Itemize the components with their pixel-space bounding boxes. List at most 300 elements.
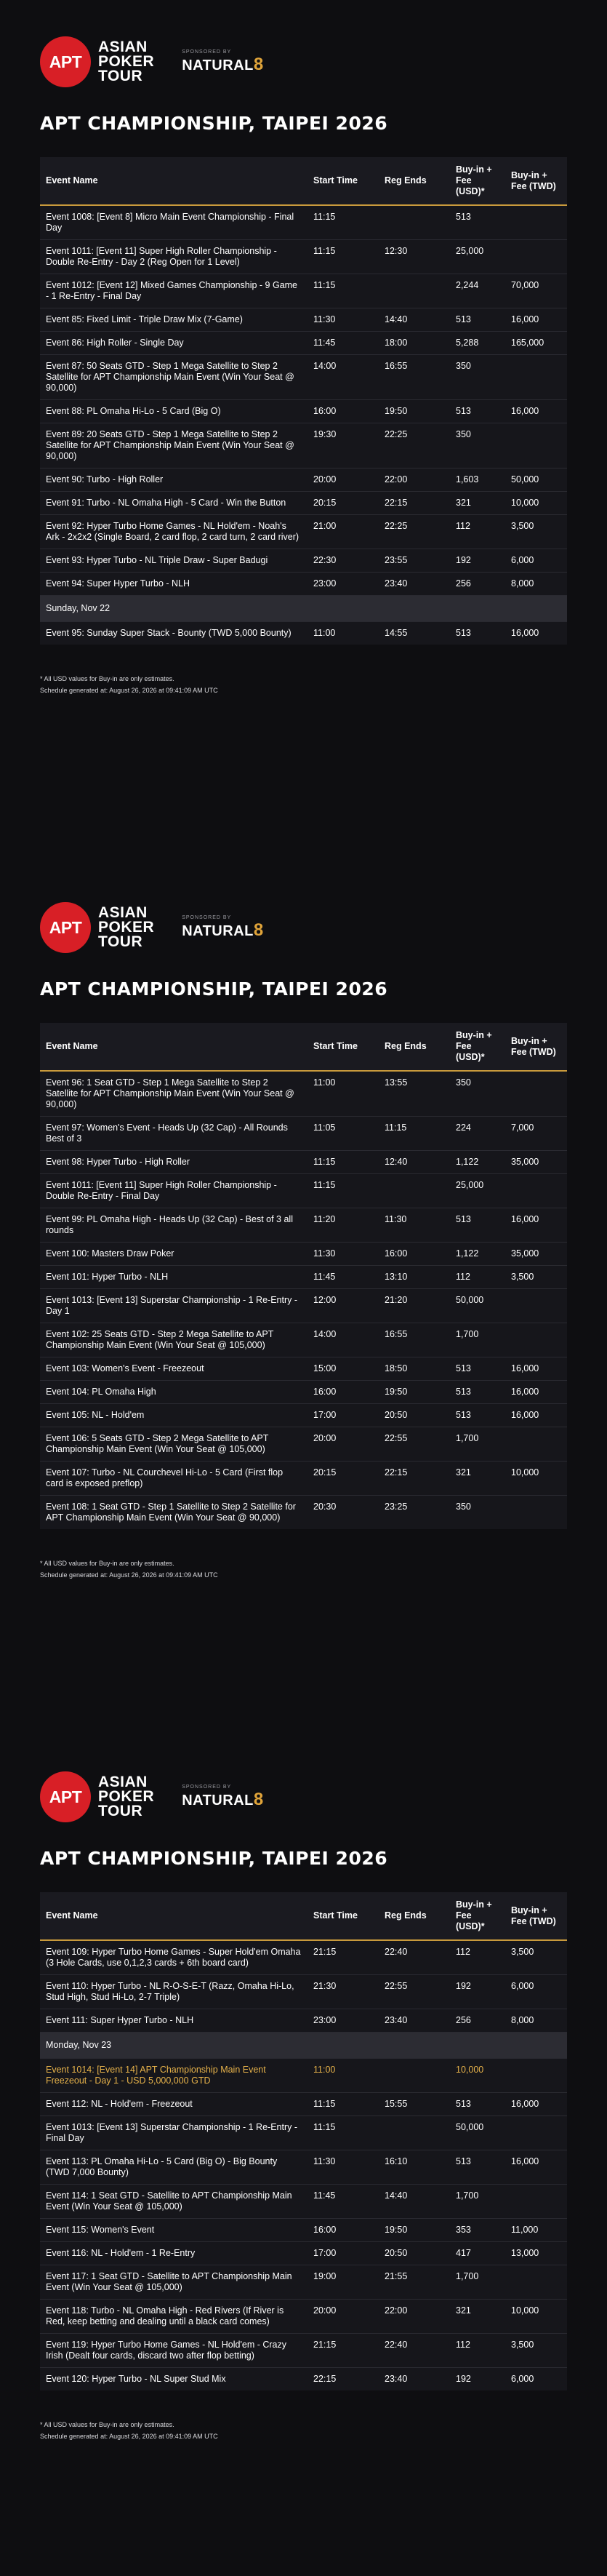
buyin-twd-cell (505, 1427, 567, 1462)
event-name-cell: Event 1012: [Event 12] Mixed Games Championship - 9 Game - 1 Re-Entry - Final Day (40, 274, 307, 308)
reg-ends-cell: 22:15 (379, 492, 450, 515)
buyin-usd-cell: 112 (450, 2334, 505, 2368)
event-name-cell: Event 1008: [Event 8] Micro Main Event Championship - Final Day (40, 205, 307, 240)
sponsor-name-suffix: 8 (253, 1789, 264, 1809)
table-row (40, 2116, 567, 2150)
table-row (40, 205, 567, 240)
buyin-twd-cell (505, 355, 567, 400)
reg-ends-cell: 13:10 (379, 1266, 450, 1289)
reg-ends-cell: 22:15 (379, 1462, 450, 1496)
buyin-usd-cell: 321 (450, 492, 505, 515)
buyin-twd-cell: 3,500 (505, 1266, 567, 1289)
start-time-cell: 23:00 (307, 573, 379, 596)
buyin-usd-cell: 1,122 (450, 1243, 505, 1266)
buyin-usd-cell: 1,700 (450, 2265, 505, 2300)
sponsor-logo (182, 49, 264, 75)
buyin-twd-cell: 70,000 (505, 274, 567, 308)
event-name-cell: Event 93: Hyper Turbo - NL Triple Draw - Super Badugi (40, 549, 307, 573)
table-row (40, 1151, 567, 1174)
table-row (40, 515, 567, 549)
day-separator-row (40, 2033, 567, 2059)
sponsor-name-text: NATURAL (182, 1792, 254, 1809)
event-name-cell: Event 91: Turbo - NL Omaha High - 5 Card - Win the Button (40, 492, 307, 515)
event-name-cell: Event 116: NL - Hold'em - 1 Re-Entry (40, 2242, 307, 2265)
buyin-twd-cell: 6,000 (505, 1975, 567, 2009)
buyin-twd-cell (505, 1289, 567, 1323)
table-row (40, 1243, 567, 1266)
apt-name-line: ASIAN (98, 1774, 148, 1790)
event-name-cell: Event 104: PL Omaha High (40, 1381, 307, 1404)
reg-ends-cell: 22:00 (379, 468, 450, 492)
reg-ends-cell: 16:55 (379, 1323, 450, 1357)
table-row (40, 1266, 567, 1289)
reg-ends-cell (379, 205, 450, 240)
buyin-twd-cell: 16,000 (505, 1404, 567, 1427)
buyin-usd-cell: 1,700 (450, 2185, 505, 2219)
generated-timestamp: Schedule generated at: August 26, 2026 at 09:41:09 AM UTC (40, 687, 218, 694)
buyin-usd-cell: 513 (450, 1357, 505, 1381)
buyin-twd-cell (505, 2116, 567, 2150)
event-name-cell: Event 85: Fixed Limit - Triple Draw Mix (7-Game) (40, 308, 307, 332)
footnote: * All USD values for Buy-in are only estimates. (40, 2421, 174, 2428)
reg-ends-cell: 19:50 (379, 2219, 450, 2242)
schedule-page (0, 869, 607, 1739)
apt-logo-text: APT (49, 917, 82, 937)
buyin-usd-cell: 350 (450, 355, 505, 400)
day-label: Sunday, Nov 22 (40, 596, 567, 622)
buyin-usd-cell: 224 (450, 1117, 505, 1151)
table-row (40, 549, 567, 573)
table-row (40, 2242, 567, 2265)
buyin-usd-cell: 112 (450, 1940, 505, 1975)
reg-ends-cell: 11:30 (379, 1208, 450, 1243)
start-time-cell: 11:15 (307, 1174, 379, 1208)
column-header: Start Time (307, 1023, 379, 1071)
reg-ends-cell: 16:00 (379, 1243, 450, 1266)
table-row (40, 1496, 567, 1530)
event-name-cell: Event 100: Masters Draw Poker (40, 1243, 307, 1266)
apt-name-line: POKER (98, 919, 155, 936)
buyin-twd-cell (505, 240, 567, 274)
table-row (40, 308, 567, 332)
start-time-cell: 11:00 (307, 1071, 379, 1117)
generated-timestamp: Schedule generated at: August 26, 2026 at 09:41:09 AM UTC (40, 1571, 218, 1579)
day-separator-row (40, 596, 567, 622)
reg-ends-cell (379, 2059, 450, 2093)
buyin-usd-cell: 25,000 (450, 240, 505, 274)
buyin-usd-cell: 192 (450, 2368, 505, 2391)
table-header-row (40, 1892, 567, 1940)
start-time-cell: 11:15 (307, 240, 379, 274)
buyin-twd-cell (505, 2059, 567, 2093)
buyin-twd-cell: 6,000 (505, 549, 567, 573)
buyin-twd-cell: 16,000 (505, 308, 567, 332)
start-time-cell: 11:05 (307, 1117, 379, 1151)
schedule-page (0, 0, 607, 869)
reg-ends-cell: 23:25 (379, 1496, 450, 1530)
table-row (40, 2009, 567, 2033)
start-time-cell: 15:00 (307, 1357, 379, 1381)
event-name-cell: Event 1011: [Event 11] Super High Roller Championship - Double Re-Entry - Final Day (40, 1174, 307, 1208)
schedule-table (40, 1023, 567, 1529)
event-name-cell: Event 90: Turbo - High Roller (40, 468, 307, 492)
column-header: Buy-in + Fee (TWD) (505, 1892, 567, 1940)
start-time-cell: 14:00 (307, 1323, 379, 1357)
buyin-usd-cell: 256 (450, 2009, 505, 2033)
buyin-usd-cell: 513 (450, 1208, 505, 1243)
start-time-cell: 16:00 (307, 2219, 379, 2242)
start-time-cell: 11:30 (307, 1243, 379, 1266)
table-row (40, 2093, 567, 2116)
table-row (40, 423, 567, 468)
apt-logo (40, 36, 91, 87)
event-name-cell: Event 1013: [Event 13] Superstar Championship - 1 Re-Entry - Day 1 (40, 1289, 307, 1323)
buyin-usd-cell: 5,288 (450, 332, 505, 355)
column-header: Reg Ends (379, 1892, 450, 1940)
buyin-twd-cell: 10,000 (505, 2300, 567, 2334)
buyin-twd-cell: 35,000 (505, 1151, 567, 1174)
brand-header (40, 33, 567, 91)
event-name-cell: Event 110: Hyper Turbo - NL R-O-S-E-T (Razz, Omaha Hi-Lo, Stud High, Stud Hi-Lo, 2-7 Triple) (40, 1975, 307, 2009)
page-title: APT CHAMPIONSHIP, TAIPEI 2026 (40, 1848, 388, 1869)
event-name-cell: Event 109: Hyper Turbo Home Games - Super Hold'em Omaha (3 Hole Cards, use 0,1,2,3 cards + 6th board card) (40, 1940, 307, 1975)
buyin-twd-cell: 16,000 (505, 622, 567, 645)
buyin-twd-cell (505, 1174, 567, 1208)
reg-ends-cell: 21:55 (379, 2265, 450, 2300)
start-time-cell: 12:00 (307, 1289, 379, 1323)
reg-ends-cell (379, 1174, 450, 1208)
buyin-twd-cell (505, 1323, 567, 1357)
buyin-usd-cell: 192 (450, 549, 505, 573)
brand-header (40, 898, 567, 957)
buyin-usd-cell: 353 (450, 2219, 505, 2242)
sponsor-name-text: NATURAL (182, 57, 254, 73)
table-row (40, 2334, 567, 2368)
event-name-cell: Event 98: Hyper Turbo - High Roller (40, 1151, 307, 1174)
column-header: Event Name (40, 1023, 307, 1071)
event-name-cell: Event 102: 25 Seats GTD - Step 2 Mega Satellite to APT Championship Main Event (Win Your Seat @ 105,000) (40, 1323, 307, 1357)
buyin-twd-cell: 7,000 (505, 1117, 567, 1151)
start-time-cell: 20:15 (307, 492, 379, 515)
start-time-cell: 11:20 (307, 1208, 379, 1243)
start-time-cell: 22:30 (307, 549, 379, 573)
event-name-cell: Event 95: Sunday Super Stack - Bounty (TWD 5,000 Bounty) (40, 622, 307, 645)
buyin-twd-cell: 16,000 (505, 400, 567, 423)
buyin-twd-cell: 13,000 (505, 2242, 567, 2265)
buyin-usd-cell: 2,244 (450, 274, 505, 308)
sponsor-name-text: NATURAL (182, 922, 254, 939)
column-header: Buy-in + Fee (TWD) (505, 1023, 567, 1071)
event-name-cell: Event 105: NL - Hold'em (40, 1404, 307, 1427)
buyin-usd-cell: 25,000 (450, 1174, 505, 1208)
start-time-cell: 19:30 (307, 423, 379, 468)
table-row (40, 2059, 567, 2093)
reg-ends-cell: 13:55 (379, 1071, 450, 1117)
buyin-usd-cell: 513 (450, 400, 505, 423)
event-name-cell: Event 115: Women's Event (40, 2219, 307, 2242)
reg-ends-cell: 22:40 (379, 1940, 450, 1975)
event-name-cell: Event 107: Turbo - NL Courchevel Hi-Lo - 5 Card (First flop card is exposed preflop) (40, 1462, 307, 1496)
buyin-usd-cell: 417 (450, 2242, 505, 2265)
apt-name-line: POKER (98, 53, 155, 70)
buyin-twd-cell (505, 2265, 567, 2300)
table-row (40, 2265, 567, 2300)
table-row (40, 1208, 567, 1243)
buyin-usd-cell: 10,000 (450, 2059, 505, 2093)
reg-ends-cell: 22:25 (379, 515, 450, 549)
buyin-usd-cell: 112 (450, 515, 505, 549)
reg-ends-cell: 18:50 (379, 1357, 450, 1381)
event-name-cell: Event 88: PL Omaha Hi-Lo - 5 Card (Big O) (40, 400, 307, 423)
event-name-cell: Event 113: PL Omaha Hi-Lo - 5 Card (Big O) - Big Bounty (TWD 7,000 Bounty) (40, 2150, 307, 2185)
table-row (40, 1381, 567, 1404)
buyin-usd-cell: 112 (450, 1266, 505, 1289)
event-name-cell: Event 96: 1 Seat GTD - Step 1 Mega Satellite to Step 2 Satellite for APT Championship Main Event (Win Your Seat @ 90,000) (40, 1071, 307, 1117)
event-name-cell: Event 103: Women's Event - Freezeout (40, 1357, 307, 1381)
buyin-twd-cell (505, 423, 567, 468)
buyin-usd-cell: 1,603 (450, 468, 505, 492)
schedule-table (40, 157, 567, 645)
start-time-cell: 21:30 (307, 1975, 379, 2009)
table-row (40, 1462, 567, 1496)
apt-name-line: ASIAN (98, 39, 148, 55)
buyin-usd-cell: 321 (450, 1462, 505, 1496)
buyin-twd-cell: 16,000 (505, 1208, 567, 1243)
reg-ends-cell: 21:20 (379, 1289, 450, 1323)
event-name-cell: Event 99: PL Omaha High - Heads Up (32 Cap) - Best of 3 all rounds (40, 1208, 307, 1243)
reg-ends-cell: 14:40 (379, 2185, 450, 2219)
buyin-twd-cell: 3,500 (505, 515, 567, 549)
apt-logo-text: APT (49, 1787, 82, 1806)
buyin-usd-cell: 1,122 (450, 1151, 505, 1174)
day-label: Monday, Nov 23 (40, 2033, 567, 2059)
reg-ends-cell: 20:50 (379, 1404, 450, 1427)
event-name-cell: Event 106: 5 Seats GTD - Step 2 Mega Satellite to APT Championship Main Event (Win Your Seat @ 105,000) (40, 1427, 307, 1462)
table-row (40, 1071, 567, 1117)
start-time-cell: 14:00 (307, 355, 379, 400)
schedule-table (40, 1892, 567, 2390)
reg-ends-cell: 22:25 (379, 423, 450, 468)
event-name-cell: Event 108: 1 Seat GTD - Step 1 Satellite to Step 2 Satellite for APT Championship Main Event (Win Your Seat @ 90,000) (40, 1496, 307, 1530)
buyin-twd-cell (505, 1071, 567, 1117)
column-header: Buy-in + Fee (USD)* (450, 1023, 505, 1071)
buyin-twd-cell: 16,000 (505, 1357, 567, 1381)
table-row (40, 2300, 567, 2334)
reg-ends-cell: 22:00 (379, 2300, 450, 2334)
apt-name (98, 40, 154, 84)
table-row (40, 468, 567, 492)
buyin-usd-cell: 1,700 (450, 1323, 505, 1357)
footnote: * All USD values for Buy-in are only estimates. (40, 675, 174, 682)
buyin-twd-cell: 165,000 (505, 332, 567, 355)
table-header-row (40, 1023, 567, 1071)
buyin-twd-cell: 3,500 (505, 2334, 567, 2368)
event-name-cell: Event 117: 1 Seat GTD - Satellite to APT Championship Main Event (Win Your Seat @ 105,000) (40, 2265, 307, 2300)
buyin-usd-cell: 513 (450, 2150, 505, 2185)
sponsor-by: SPONSORED BY (182, 1784, 232, 1790)
sponsor-by: SPONSORED BY (182, 49, 232, 55)
start-time-cell: 19:00 (307, 2265, 379, 2300)
start-time-cell: 21:00 (307, 515, 379, 549)
table-row (40, 1323, 567, 1357)
buyin-twd-cell: 10,000 (505, 492, 567, 515)
reg-ends-cell: 12:40 (379, 1151, 450, 1174)
buyin-usd-cell: 1,700 (450, 1427, 505, 1462)
table-row (40, 332, 567, 355)
start-time-cell: 11:45 (307, 1266, 379, 1289)
buyin-usd-cell: 513 (450, 1381, 505, 1404)
buyin-twd-cell (505, 1496, 567, 1530)
apt-name-line: TOUR (98, 68, 143, 84)
buyin-twd-cell: 16,000 (505, 2093, 567, 2116)
buyin-twd-cell: 11,000 (505, 2219, 567, 2242)
table-header-row (40, 157, 567, 205)
start-time-cell: 23:00 (307, 2009, 379, 2033)
event-name-cell: Event 119: Hyper Turbo Home Games - NL Hold'em - Crazy Irish (Dealt four cards, discard two after flop betting) (40, 2334, 307, 2368)
table-row (40, 2368, 567, 2391)
event-name-cell: Event 89: 20 Seats GTD - Step 1 Mega Satellite to Step 2 Satellite for APT Championship Main Event (Win Your Seat @ 90,000) (40, 423, 307, 468)
start-time-cell: 11:30 (307, 2150, 379, 2185)
buyin-twd-cell: 50,000 (505, 468, 567, 492)
table-row (40, 1117, 567, 1151)
column-header: Event Name (40, 157, 307, 205)
sponsor-name (182, 920, 264, 941)
buyin-twd-cell (505, 205, 567, 240)
start-time-cell: 11:15 (307, 274, 379, 308)
table-row (40, 355, 567, 400)
footnote: * All USD values for Buy-in are only estimates. (40, 1560, 174, 1567)
reg-ends-cell: 19:50 (379, 1381, 450, 1404)
apt-name (98, 1775, 154, 1819)
apt-name-line: TOUR (98, 933, 143, 950)
buyin-twd-cell (505, 2185, 567, 2219)
buyin-twd-cell: 10,000 (505, 1462, 567, 1496)
reg-ends-cell: 16:10 (379, 2150, 450, 2185)
start-time-cell: 17:00 (307, 1404, 379, 1427)
event-name-cell: Event 120: Hyper Turbo - NL Super Stud Mix (40, 2368, 307, 2391)
event-name-cell: Event 1013: [Event 13] Superstar Championship - 1 Re-Entry - Final Day (40, 2116, 307, 2150)
table-row (40, 1289, 567, 1323)
buyin-usd-cell: 192 (450, 1975, 505, 2009)
start-time-cell: 20:00 (307, 2300, 379, 2334)
reg-ends-cell: 12:30 (379, 240, 450, 274)
column-header: Buy-in + Fee (TWD) (505, 157, 567, 205)
reg-ends-cell: 23:40 (379, 573, 450, 596)
event-name-cell: Event 86: High Roller - Single Day (40, 332, 307, 355)
sponsor-logo (182, 915, 264, 941)
schedule-page (0, 1739, 607, 2576)
start-time-cell: 11:15 (307, 2116, 379, 2150)
reg-ends-cell: 11:15 (379, 1117, 450, 1151)
start-time-cell: 20:00 (307, 1427, 379, 1462)
page-title: APT CHAMPIONSHIP, TAIPEI 2026 (40, 113, 388, 134)
start-time-cell: 11:15 (307, 205, 379, 240)
apt-name-line: TOUR (98, 1803, 143, 1819)
event-name-cell: Event 87: 50 Seats GTD - Step 1 Mega Satellite to Step 2 Satellite for APT Championship Main Event (Win Your Seat @ 90,000) (40, 355, 307, 400)
buyin-twd-cell: 3,500 (505, 1940, 567, 1975)
table-row (40, 400, 567, 423)
reg-ends-cell: 14:55 (379, 622, 450, 645)
buyin-usd-cell: 350 (450, 1496, 505, 1530)
buyin-usd-cell: 513 (450, 622, 505, 645)
buyin-usd-cell: 256 (450, 573, 505, 596)
buyin-usd-cell: 513 (450, 1404, 505, 1427)
reg-ends-cell: 20:50 (379, 2242, 450, 2265)
start-time-cell: 20:30 (307, 1496, 379, 1530)
table-row (40, 1940, 567, 1975)
event-name-cell: Event 92: Hyper Turbo Home Games - NL Hold'em - Noah's Ark - 2x2x2 (Single Board, 2 card flop, 2 card turn, 2 card river) (40, 515, 307, 549)
buyin-twd-cell: 35,000 (505, 1243, 567, 1266)
event-name-cell: Event 97: Women's Event - Heads Up (32 Cap) - All Rounds Best of 3 (40, 1117, 307, 1151)
column-header: Start Time (307, 1892, 379, 1940)
apt-name (98, 906, 154, 949)
table-row (40, 2219, 567, 2242)
buyin-usd-cell: 513 (450, 2093, 505, 2116)
buyin-usd-cell: 50,000 (450, 2116, 505, 2150)
sponsor-name-suffix: 8 (253, 920, 264, 940)
apt-logo-text: APT (49, 52, 82, 71)
sponsor-logo (182, 1785, 264, 1810)
event-name-cell: Event 118: Turbo - NL Omaha High - Red Rivers (If River is Red, keep betting and dealing until a black card comes) (40, 2300, 307, 2334)
apt-logo (40, 902, 91, 953)
table-row (40, 1404, 567, 1427)
column-header: Reg Ends (379, 157, 450, 205)
table-row (40, 1174, 567, 1208)
table-row (40, 240, 567, 274)
event-name-cell: Event 114: 1 Seat GTD - Satellite to APT Championship Main Event (Win Your Seat @ 105,000) (40, 2185, 307, 2219)
reg-ends-cell: 18:00 (379, 332, 450, 355)
sponsor-name (182, 1790, 264, 1810)
column-header: Buy-in + Fee (USD)* (450, 1892, 505, 1940)
event-name-cell: Event 1014: [Event 14] APT Championship Main Event Freezeout - Day 1 - USD 5,000,000 GTD (40, 2059, 307, 2093)
sponsor-name-suffix: 8 (253, 54, 264, 74)
start-time-cell: 16:00 (307, 1381, 379, 1404)
sponsor-by: SPONSORED BY (182, 914, 232, 920)
buyin-usd-cell: 50,000 (450, 1289, 505, 1323)
event-name-cell: Event 94: Super Hyper Turbo - NLH (40, 573, 307, 596)
table-row (40, 274, 567, 308)
table-row (40, 492, 567, 515)
column-header: Start Time (307, 157, 379, 205)
start-time-cell: 22:15 (307, 2368, 379, 2391)
start-time-cell: 11:00 (307, 622, 379, 645)
start-time-cell: 11:45 (307, 2185, 379, 2219)
event-name-cell: Event 101: Hyper Turbo - NLH (40, 1266, 307, 1289)
reg-ends-cell: 23:55 (379, 549, 450, 573)
reg-ends-cell (379, 2116, 450, 2150)
reg-ends-cell: 19:50 (379, 400, 450, 423)
buyin-twd-cell: 8,000 (505, 2009, 567, 2033)
reg-ends-cell: 22:55 (379, 1975, 450, 2009)
apt-logo (40, 1771, 91, 1822)
reg-ends-cell: 23:40 (379, 2368, 450, 2391)
start-time-cell: 16:00 (307, 400, 379, 423)
start-time-cell: 17:00 (307, 2242, 379, 2265)
table-row (40, 2150, 567, 2185)
start-time-cell: 11:30 (307, 308, 379, 332)
page-title: APT CHAMPIONSHIP, TAIPEI 2026 (40, 978, 388, 1000)
reg-ends-cell: 22:40 (379, 2334, 450, 2368)
reg-ends-cell: 14:40 (379, 308, 450, 332)
table-row (40, 1357, 567, 1381)
event-name-cell: Event 1011: [Event 11] Super High Roller Championship - Double Re-Entry - Day 2 (Reg Open for 1 Level) (40, 240, 307, 274)
buyin-usd-cell: 513 (450, 205, 505, 240)
reg-ends-cell: 16:55 (379, 355, 450, 400)
table-row (40, 1427, 567, 1462)
reg-ends-cell (379, 274, 450, 308)
table-row (40, 2185, 567, 2219)
buyin-usd-cell: 350 (450, 1071, 505, 1117)
